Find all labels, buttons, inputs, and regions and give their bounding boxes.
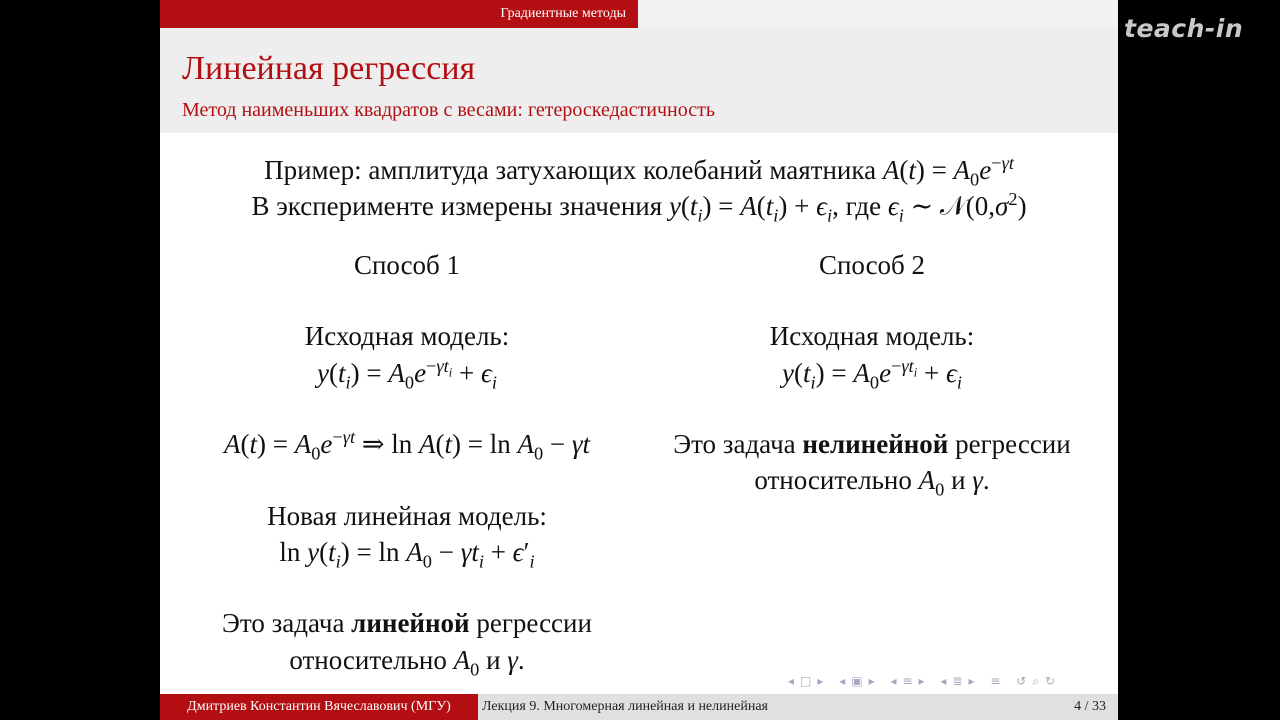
intro-line-2 [251,189,1027,226]
slide-subtitle: Метод наименьших квадратов с весами: гетероскедастичность [182,99,715,121]
method1-conclusion-pre: Это задача [222,608,345,638]
intro-text-1: Пример: амплитуда затухающих колебаний маятника [264,155,877,185]
slide-title: Линейная регрессия [182,50,476,87]
nav-toc-icon[interactable]: ≡ [990,674,1007,688]
section-label: Градиентные методы [500,6,626,21]
nav-frame-icon[interactable]: ◂▣▸ [839,674,881,688]
method2-conclusion-line2: относительно $A_0$ и γ. [754,465,990,500]
method1-model-label: Исходная модель: [304,321,510,351]
method2-conclusion-bold: нелинейной [802,429,949,459]
method1-heading: Способ 1 [353,250,461,280]
nav-slide-icon[interactable]: ◂□▸ [788,674,830,688]
section-tab[interactable] [160,0,638,28]
method2-relative: относительно [754,465,912,495]
beamer-navigation [788,674,1061,689]
method2-conclusion [673,427,1070,461]
footer-right [478,694,1118,720]
nav-search-icon[interactable]: ↺⌕↻ [1016,674,1062,688]
method1-conclusion-line2: относительно $A_0$ и γ. [289,645,525,680]
formula-amplitude: $A(t) = A_0e^{-\gamma t}$ [882,153,1014,190]
method1-new-model-formula: $\ln y(t_i) = \ln A_0 - \gamma t_i + \epsilon'_i$ [279,537,535,572]
method1-and: и [486,645,501,675]
slide [160,0,1118,720]
method2-conclusion-pre: Это задача [673,429,796,459]
method1-model-formula: $y(t_i) = A_0e^{-\gamma t_i} + \epsilon_i$ [317,356,497,393]
method1-conclusion-bold: линейной [351,608,470,638]
footer-lecture: Лекция 9. Многомерная линейная и нелинейная [482,699,768,714]
nav-section-icon[interactable]: ◂≣▸ [940,674,981,688]
method1-new-model-label: Новая линейная модель: [267,501,547,531]
intro-text-2: В эксперименте измерены значения [251,191,663,221]
method2-conclusion-post: регрессии [955,429,1071,459]
intro-line-1 [264,153,1014,190]
method1-conclusion [222,606,592,640]
intro-where: , где [832,191,882,221]
footer-page-number: 4 / 33 [1074,699,1106,714]
formula-noise: $\epsilon_i$ ∼ $𝒩(0,\sigma^2)$ [887,189,1027,226]
footer-author [160,694,478,720]
method2-heading: Способ 2 [818,250,926,280]
method2-and: и [951,465,966,495]
formula-measurement: $y(t_i) = A(t_i) + \epsilon_i$ [668,191,833,226]
nav-subsection-icon[interactable]: ◂≡▸ [890,674,931,688]
method2-model-formula: $y(t_i) = A_0e^{-\gamma t_i} + \epsilon_i$ [782,356,962,393]
method1-relative: относительно [289,645,447,675]
method1-log-transform: $A(t) = A_0e^{-\gamma t}$ ⇒ $\ln A(t) = \ln A_0 - \gamma t$ [223,427,591,464]
method2-model-label: Исходная модель: [769,321,975,351]
footer-author-text: Дмитриев Константин Вячеславович (МГУ) [187,699,451,714]
method1-conclusion-post: регрессии [476,608,592,638]
teach-in-watermark: teach-in [1124,14,1244,43]
